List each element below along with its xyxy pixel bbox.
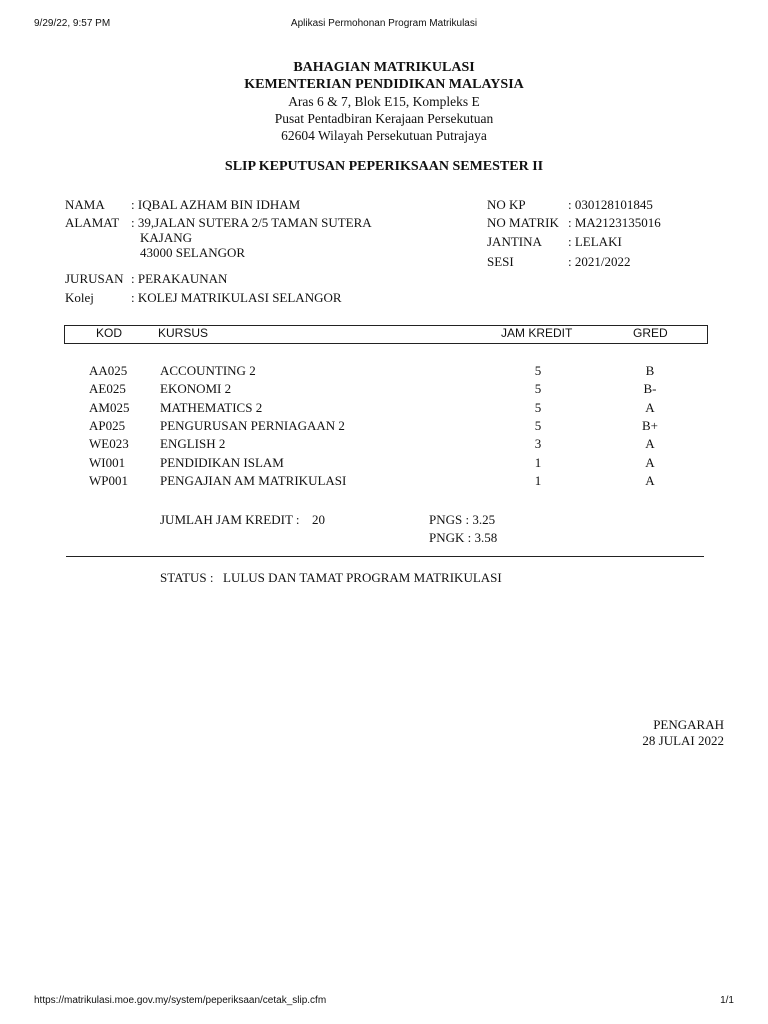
table-row bbox=[0, 381, 768, 399]
jantina-label: JANTINA bbox=[487, 234, 542, 249]
letterhead-address-3: 62604 Wilayah Persekutuan Putrajaya bbox=[281, 128, 487, 143]
course-code: AA025 bbox=[89, 363, 128, 378]
course-code: AM025 bbox=[89, 399, 130, 415]
summary-divider bbox=[66, 556, 704, 557]
course-grade: A bbox=[645, 399, 655, 415]
letterhead-address-1: Aras 6 & 7, Blok E15, Kompleks E bbox=[288, 94, 480, 109]
course-name: EKONOMI 2 bbox=[160, 381, 232, 397]
table-row bbox=[0, 436, 768, 454]
header-kod: KOD bbox=[96, 326, 123, 340]
course-code: AE025 bbox=[89, 381, 126, 397]
nokp-value: : 030128101845 bbox=[568, 197, 653, 212]
letterhead-department: BAHAGIAN MATRIKULASI bbox=[293, 60, 475, 75]
letterhead-ministry: KEMENTERIAN PENDIDIKAN MALAYSIA bbox=[244, 77, 524, 92]
course-name: ACCOUNTING 2 bbox=[160, 363, 256, 378]
course-credit: 1 bbox=[534, 454, 542, 470]
course-name: ENGLISH 2 bbox=[160, 436, 226, 452]
slip-title: SLIP KEPUTUSAN PEPERIKSAAN SEMESTER II bbox=[224, 159, 544, 174]
table-row bbox=[0, 400, 768, 418]
table-row bbox=[0, 418, 768, 436]
table-row bbox=[0, 363, 768, 381]
results-table-header bbox=[64, 325, 708, 344]
course-code: WE023 bbox=[89, 436, 129, 452]
status-value: LULUS DAN TAMAT PROGRAM MATRIKULASI bbox=[223, 570, 502, 585]
alamat-line-3: 43000 SELANGOR bbox=[140, 245, 246, 260]
jumlah-jam-kredit-value: 20 bbox=[312, 512, 325, 527]
alamat-line-1: : 39,JALAN SUTERA 2/5 TAMAN SUTERA bbox=[131, 215, 372, 230]
course-credit: 1 bbox=[534, 472, 542, 488]
print-url: https://matrikulasi.moe.gov.my/system/peperiksaan/cetak_slip.cfm bbox=[34, 995, 327, 1006]
course-grade: A bbox=[645, 454, 655, 470]
nama-value: : IQBAL AZHAM BIN IDHAM bbox=[131, 197, 301, 212]
course-grade: B+ bbox=[641, 417, 658, 433]
nama-label: NAMA bbox=[65, 197, 105, 212]
pngs-value: PNGS : 3.25 bbox=[429, 512, 496, 527]
course-grade: B- bbox=[643, 381, 657, 397]
status-label: STATUS : bbox=[160, 570, 214, 585]
course-name: PENGAJIAN AM MATRIKULASI bbox=[160, 472, 347, 488]
course-name: PENGURUSAN PERNIAGAAN 2 bbox=[160, 417, 345, 433]
header-gred: GRED bbox=[633, 326, 668, 340]
kolej-label: Kolej bbox=[65, 290, 94, 305]
course-code: AP025 bbox=[89, 417, 126, 433]
jantina-value: : LELAKI bbox=[568, 234, 622, 249]
course-credit: 5 bbox=[534, 363, 542, 378]
jurusan-label: JURUSAN bbox=[65, 271, 124, 286]
kolej-value: : KOLEJ MATRIKULASI SELANGOR bbox=[131, 290, 342, 305]
print-page-number: 1/1 bbox=[720, 995, 734, 1006]
letterhead-address-2: Pusat Pentadbiran Kerajaan Persekutuan bbox=[274, 111, 494, 126]
course-grade: A bbox=[645, 436, 655, 452]
course-name: MATHEMATICS 2 bbox=[160, 399, 263, 415]
course-name: PENDIDIKAN ISLAM bbox=[160, 454, 284, 470]
alamat-label: ALAMAT bbox=[65, 215, 120, 230]
nokp-label: NO KP bbox=[487, 197, 526, 212]
course-code: WP001 bbox=[89, 472, 128, 488]
print-page-title: Aplikasi Permohonan Program Matrikulasi bbox=[290, 18, 478, 29]
header-jam-kredit: JAM KREDIT bbox=[501, 326, 573, 340]
pngk-value: PNGK : 3.58 bbox=[429, 530, 498, 545]
table-row bbox=[0, 473, 768, 491]
table-row bbox=[0, 455, 768, 473]
course-credit: 5 bbox=[534, 381, 542, 397]
nomatrik-label: NO MATRIK bbox=[487, 215, 559, 230]
header-kursus: KURSUS bbox=[158, 326, 209, 340]
signature-date: 28 JULAI 2022 bbox=[642, 733, 724, 748]
course-credit: 3 bbox=[534, 436, 542, 452]
course-grade: A bbox=[645, 472, 655, 488]
alamat-line-2: KAJANG bbox=[140, 230, 192, 245]
sesi-label: SESI bbox=[487, 254, 514, 269]
course-credit: 5 bbox=[534, 399, 542, 415]
print-datetime: 9/29/22, 9:57 PM bbox=[34, 18, 111, 29]
course-code: WI001 bbox=[89, 454, 126, 470]
course-grade: B bbox=[645, 363, 655, 378]
jurusan-value: : PERAKAUNAN bbox=[131, 271, 228, 286]
sesi-value: : 2021/2022 bbox=[568, 254, 631, 269]
jumlah-jam-kredit-label: JUMLAH JAM KREDIT : bbox=[160, 512, 300, 527]
nomatrik-value: : MA2123135016 bbox=[568, 215, 661, 230]
signature-title: PENGARAH bbox=[653, 717, 724, 732]
course-credit: 5 bbox=[534, 417, 542, 433]
